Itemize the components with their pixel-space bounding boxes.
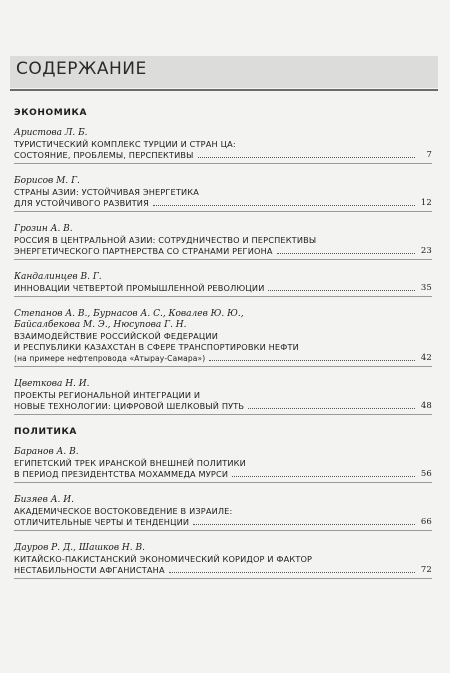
- entry-title-text: ВЗАИМОДЕЙСТВИЕ РОССИЙСКОЙ ФЕДЕРАЦИИ: [14, 331, 218, 341]
- entry-title-line: [14, 150, 432, 161]
- entry-title-text: РОССИЯ В ЦЕНТРАЛЬНОЙ АЗИИ: СОТРУДНИЧЕСТВО И ПЕРСПЕКТИВЫ: [14, 235, 317, 245]
- entry-title-line: [14, 246, 432, 257]
- entry-title-text: ПРОЕКТЫ РЕГИОНАЛЬНОЙ ИНТЕГРАЦИИ И: [14, 390, 201, 400]
- entry-title-line: [14, 187, 432, 198]
- entry-title-line: [14, 506, 432, 517]
- entry-title-text: НЕСТАБИЛЬНОСТИ АФГАНИСТАНА: [14, 565, 165, 575]
- entry-title-text: В ПЕРИОД ПРЕЗИДЕНТСТВА МОХАММЕДА МУРСИ: [14, 469, 229, 479]
- entry-title-text: ОТЛИЧИТЕЛЬНЫЕ ЧЕРТЫ И ТЕНДЕНЦИИ: [14, 517, 190, 527]
- entry-title-text: ЕГИПЕТСКИЙ ТРЕК ИРАНСКОЙ ВНЕШНЕЙ ПОЛИТИКИ: [14, 458, 246, 468]
- entry-title-line: [14, 458, 432, 469]
- entry-title-text: НОВЫЕ ТЕХНОЛОГИИ: ЦИФРОВОЙ ШЕЛКОВЫЙ ПУТЬ: [14, 401, 245, 411]
- entry-divider: [14, 482, 432, 483]
- entry-subtitle: (на примере нефтепровода «Атырау-Самара»): [14, 354, 206, 363]
- entry-title-line: [14, 235, 432, 246]
- dot-leader: [193, 524, 415, 525]
- toc-entry[interactable]: [14, 379, 432, 415]
- entry-title-text: СОСТОЯНИЕ, ПРОБЛЕМЫ, ПЕРСПЕКТИВЫ: [14, 150, 194, 160]
- entry-authors: Цветкова Н. И.: [14, 379, 90, 389]
- entry-title-line: [14, 331, 432, 342]
- entry-page-number[interactable]: 7: [426, 150, 432, 160]
- entry-divider: [14, 259, 432, 260]
- entry-divider: [14, 578, 432, 579]
- entry-page-number[interactable]: 23: [420, 246, 432, 256]
- entry-page-number[interactable]: 12: [420, 198, 432, 208]
- entry-title-line: [14, 283, 432, 294]
- entry-page-number[interactable]: 42: [420, 353, 432, 363]
- entry-title-text: ИННОВАЦИИ ЧЕТВЕРТОЙ ПРОМЫШЛЕННОЙ РЕВОЛЮЦИИ: [14, 283, 265, 293]
- toc-entry[interactable]: [14, 176, 432, 212]
- dot-leader: [277, 253, 415, 254]
- entry-title-text: АКАДЕМИЧЕСКОЕ ВОСТОКОВЕДЕНИЕ В ИЗРАИЛЕ:: [14, 506, 233, 516]
- entry-authors: Кандалинцев В. Г.: [14, 272, 102, 282]
- entry-page-number[interactable]: 35: [420, 283, 432, 293]
- entry-authors: Борисов М. Г.: [14, 176, 80, 186]
- dot-leader: [153, 205, 415, 206]
- dot-leader: [248, 408, 415, 409]
- header-rule: [10, 89, 438, 91]
- table-of-contents: [14, 108, 432, 591]
- section-title: ЭКОНОМИКА: [14, 108, 88, 118]
- entry-title-line: [14, 469, 432, 480]
- entry-title-text: СТРАНЫ АЗИИ: УСТОЙЧИВАЯ ЭНЕРГЕТИКА: [14, 187, 200, 197]
- toc-entry[interactable]: [14, 447, 432, 483]
- toc-entry[interactable]: [14, 128, 432, 164]
- entry-authors: Байсалбекова М. Э., Нюсупова Г. Н.: [14, 320, 187, 330]
- entry-divider: [14, 414, 432, 415]
- entry-authors: Бизяев А. И.: [14, 495, 74, 505]
- toc-entry[interactable]: [14, 495, 432, 531]
- entry-title-text: ДЛЯ УСТОЙЧИВОГО РАЗВИТИЯ: [14, 198, 149, 208]
- dot-leader: [198, 157, 415, 158]
- toc-entry[interactable]: [14, 272, 432, 297]
- toc-entry[interactable]: [14, 543, 432, 579]
- toc-entry[interactable]: [14, 309, 432, 367]
- entry-subtitle-line: [14, 353, 432, 364]
- toc-section: [14, 427, 432, 579]
- entry-authors: Грозин А. В.: [14, 224, 73, 234]
- entry-title-line: [14, 554, 432, 565]
- dot-leader: [209, 360, 415, 361]
- entry-authors: Баранов А. В.: [14, 447, 79, 457]
- dot-leader: [268, 290, 415, 291]
- section-title: ПОЛИТИКА: [14, 427, 77, 437]
- entry-divider: [14, 211, 432, 212]
- entry-title-line: [14, 390, 432, 401]
- entry-page-number[interactable]: 56: [420, 469, 432, 479]
- entry-title-text: КИТАЙСКО-ПАКИСТАНСКИЙ ЭКОНОМИЧЕСКИЙ КОРИДОР И ФАКТОР: [14, 554, 313, 564]
- entry-divider: [14, 530, 432, 531]
- entry-title-text: И РЕСПУБЛИКИ КАЗАХСТАН В СФЕРЕ ТРАНСПОРТИРОВКИ НЕФТИ: [14, 342, 299, 352]
- entry-divider: [14, 366, 432, 367]
- entry-title-line: [14, 401, 432, 412]
- entry-divider: [14, 296, 432, 297]
- entry-title-text: ТУРИСТИЧЕСКИЙ КОМПЛЕКС ТУРЦИИ И СТРАН ЦА:: [14, 139, 236, 149]
- entry-title-line: [14, 517, 432, 528]
- entry-page-number[interactable]: 72: [420, 565, 432, 575]
- entry-page-number[interactable]: 48: [420, 401, 432, 411]
- entry-title-line: [14, 139, 432, 150]
- entry-page-number[interactable]: 66: [420, 517, 432, 527]
- entry-title-text: ЭНЕРГЕТИЧЕСКОГО ПАРТНЕРСТВА СО СТРАНАМИ РЕГИОНА: [14, 246, 273, 256]
- entry-title-line: [14, 565, 432, 576]
- entry-title-line: [14, 342, 432, 353]
- dot-leader: [169, 572, 415, 573]
- entry-authors: Степанов А. В., Бурнасов А. С., Ковалев Ю. Ю.,: [14, 309, 244, 319]
- toc-section: [14, 108, 432, 415]
- entry-title-line: [14, 198, 432, 209]
- entry-divider: [14, 163, 432, 164]
- dot-leader: [232, 476, 415, 477]
- entry-authors: Аристова Л. Б.: [14, 128, 88, 138]
- entry-authors: Дауров Р. Д., Шашков Н. В.: [14, 543, 145, 553]
- page-title: СОДЕРЖАНИЕ: [16, 59, 147, 79]
- toc-entry[interactable]: [14, 224, 432, 260]
